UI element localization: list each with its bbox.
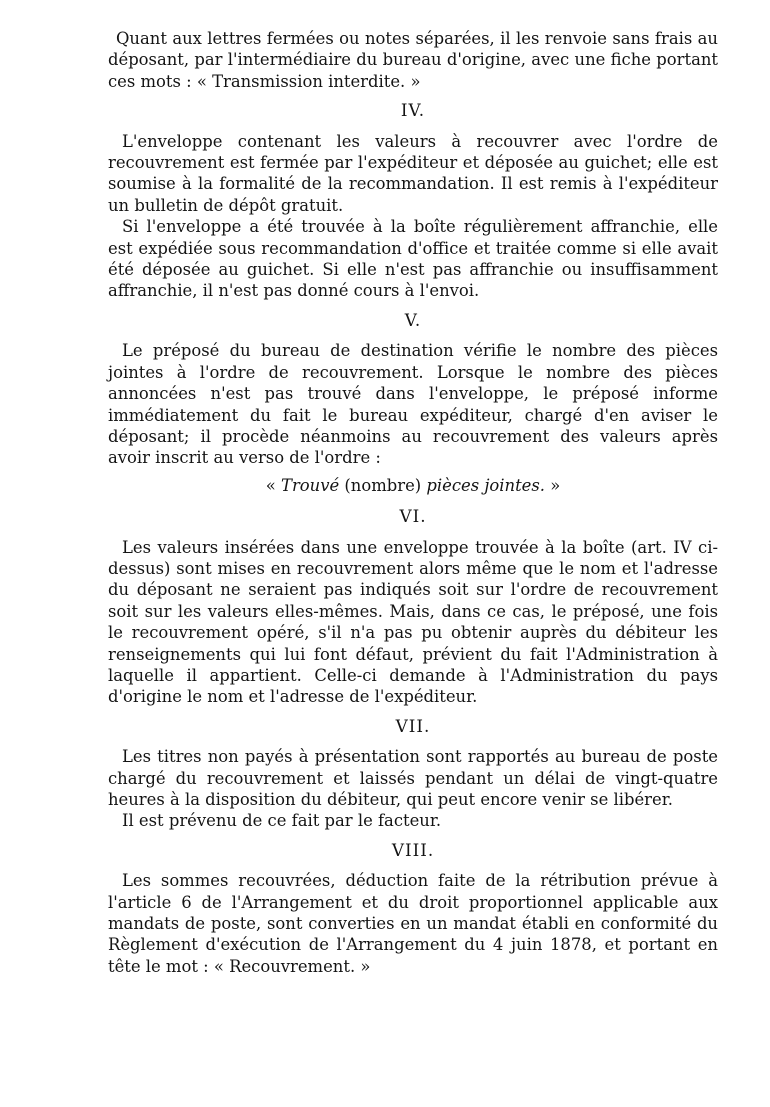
section-vi-paragraph-1: Les valeurs insérées dans une enveloppe trouvée à la boîte (art. IV ci-dessus) sont mises en recouvrement alors même que le nom et l'adresse du déposant ne seraient pas indiqués soit sur l'ordre de recouvrement soit sur les valeurs elles-mêmes. Mais, dans ce cas, le préposé, une fois le recouvrement opéré, s'il n'a pas pu obtenir auprès du débiteur les renseignements qui lui font défaut, prévient du fait l'Administration à laquelle il appartient. Celle-ci demande à l'Administration du pays d'origine le nom et l'adresse de l'expéditeur. — [108, 537, 718, 707]
section-iv-paragraph-2: Si l'enveloppe a été trouvée à la boîte régulièrement affranchie, elle est expédiée sous recommandation d'office et traitée comme si elle avait été déposée au guichet. Si elle n'est pas affranchie ou insuffisamment affranchie, il n'est pas donné cours à l'envoi. — [108, 217, 718, 301]
intro-paragraph: Quant aux lettres fermées ou notes séparées, il les renvoie sans frais au déposant, par l'intermédiaire du bureau d'origine, avec une fiche portant ces mots : « Transmission interdite. » — [108, 29, 718, 91]
section-heading-iv: IV. — [400, 100, 426, 121]
quote-open: « — [265, 475, 282, 495]
section-heading-vi: VI. — [399, 506, 427, 527]
section-heading-v: V. — [404, 309, 422, 330]
section-v-paragraph-1: Le préposé du bureau de destination vérifie le nombre des pièces jointes à l'ordre de recouvrement. Lorsque le nombre des pièces annoncées n'est pas trouvé dans l'enveloppe, le préposé informe immédiatement du fait le bureau expéditeur, chargé d'en aviser le déposant; il procède néanmoins au recouvrement des valeurs après avoir inscrit au verso de l'ordre : — [108, 341, 718, 468]
section-viii-paragraph-1: Les sommes recouvrées, déduction faite de la rétribution prévue à l'article 6 de l'Arrangement et du droit proportionnel applicable aux mandats de poste, sont converties en un mandat établi en conformité du Règlement d'exécution de l'Arrangement du 4 juin 1878, et portant en tête le mot : « Recouvrement. » — [108, 871, 718, 976]
quote-italic-pieces: pièces jointes. — [426, 475, 545, 495]
quote-italic-found: Trouvé — [281, 475, 340, 495]
section-heading-vii: VII. — [395, 715, 431, 736]
document-page — [108, 28, 718, 977]
quote-number: (nombre) — [339, 475, 427, 495]
found-pieces-notation — [108, 475, 718, 496]
quote-close: » — [544, 475, 561, 495]
section-iv-paragraph-1: L'enveloppe contenant les valeurs à recouvrer avec l'ordre de recouvrement est fermée par l'expéditeur et déposée au guichet; elle est soumise à la formalité de la recommandation. Il est remis à l'expéditeur un bulletin de dépôt gratuit. — [108, 131, 718, 215]
section-vii-paragraph-2: Il est prévenu de ce fait par le facteur. — [122, 811, 442, 831]
section-heading-viii: VIII. — [391, 839, 435, 860]
section-vii-paragraph-1: Les titres non payés à présentation sont rapportés au bureau de poste chargé du recouvrement et laissés pendant un délai de vingt-quatre heures à la disposition du débiteur, qui peut encore venir se libérer. — [108, 747, 718, 809]
